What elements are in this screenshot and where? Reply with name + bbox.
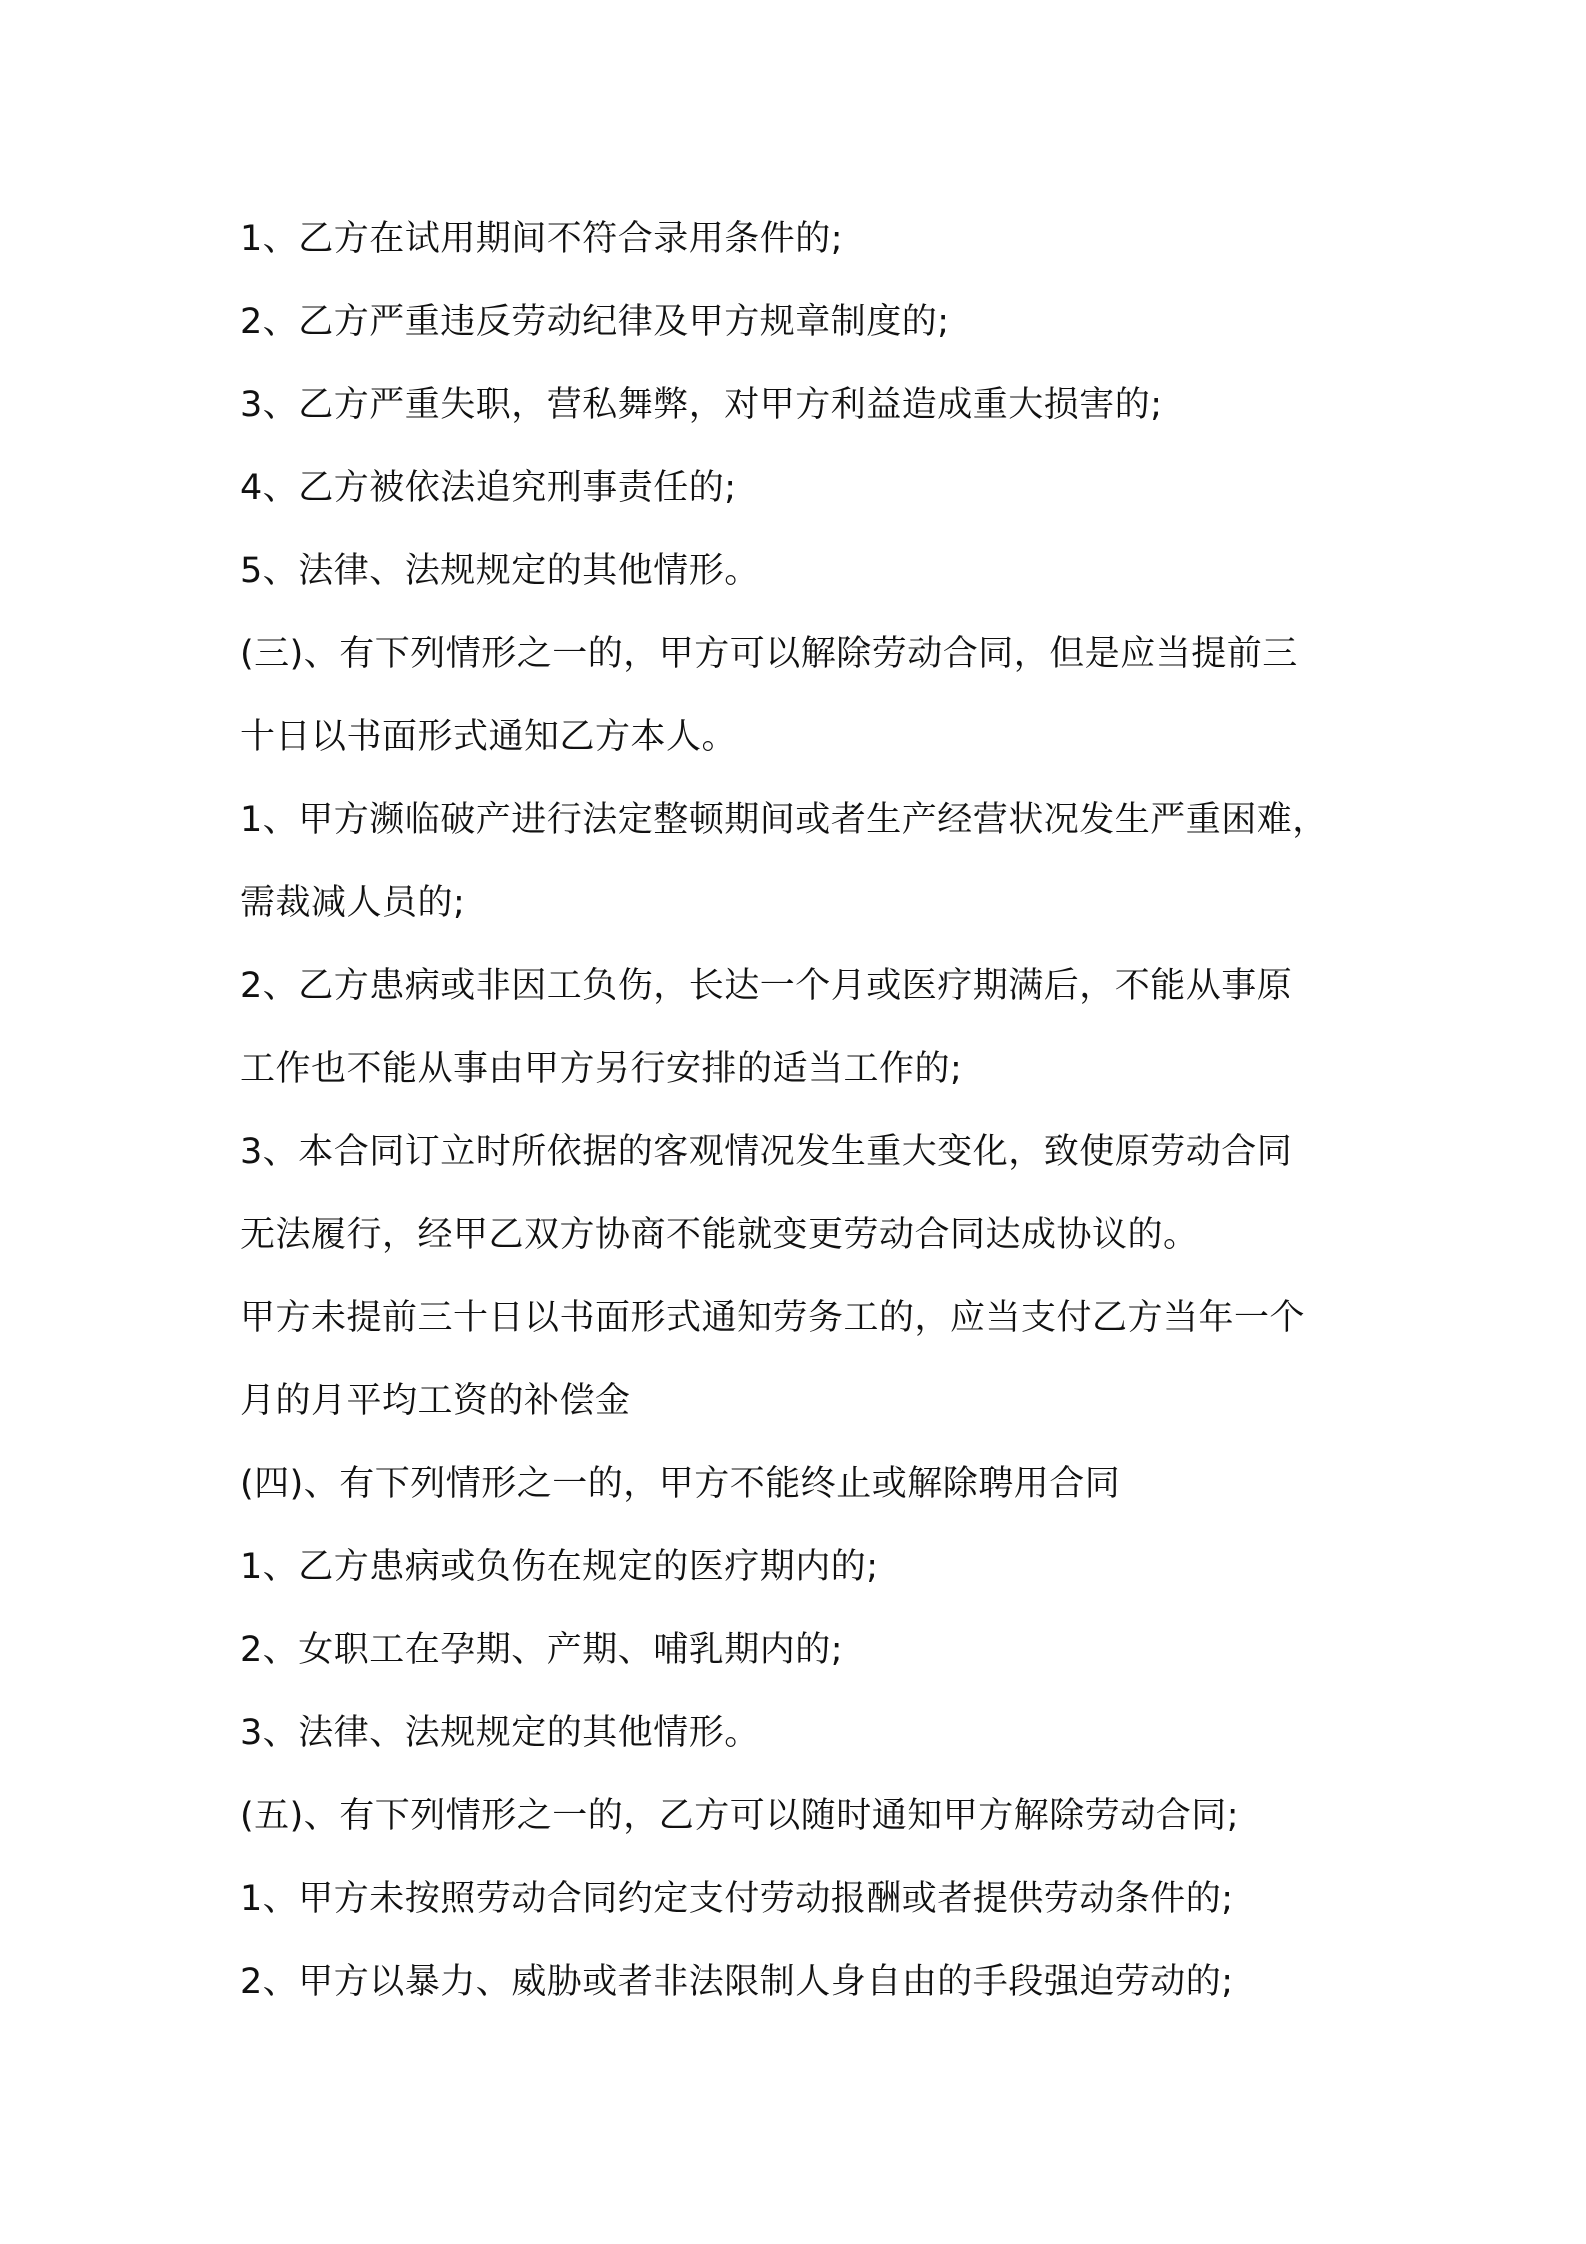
- section-heading-line: (四)、有下列情形之一的，甲方不能终止或解除聘用合同: [240, 1464, 1121, 1504]
- text-line: 3、法律、法规规定的其他情形。: [240, 1713, 760, 1753]
- section-heading-line: (三)、有下列情形之一的，甲方可以解除劳动合同，但是应当提前三: [240, 634, 1298, 674]
- text-line: 工作也不能从事由甲方另行安排的适当工作的;: [240, 1049, 963, 1089]
- text-line: 3、乙方严重失职，营私舞弊，对甲方利益造成重大损害的;: [240, 385, 1163, 425]
- text-line: 需裁减人员的;: [240, 883, 466, 923]
- text-line: 甲方未提前三十日以书面形式通知劳务工的，应当支付乙方当年一个: [240, 1298, 1306, 1338]
- text-line: 1、乙方在试用期间不符合录用条件的;: [240, 219, 844, 259]
- text-line: 1、甲方未按照劳动合同约定支付劳动报酬或者提供劳动条件的;: [240, 1879, 1234, 1919]
- text-line: 3、本合同订立时所依据的客观情况发生重大变化，致使原劳动合同: [240, 1132, 1293, 1172]
- text-line: 无法履行，经甲乙双方协商不能就变更劳动合同达成协议的。: [240, 1215, 1199, 1255]
- text-line: 1、甲方濒临破产进行法定整顿期间或者生产经营状况发生严重困难，: [240, 800, 1328, 840]
- text-line: 4、乙方被依法追究刑事责任的;: [240, 468, 737, 508]
- text-line: 2、甲方以暴力、威胁或者非法限制人身自由的手段强迫劳动的;: [240, 1962, 1234, 2002]
- document-body: [240, 198, 1360, 2024]
- text-line: 2、女职工在孕期、产期、哺乳期内的;: [240, 1630, 844, 1670]
- text-line: 5、法律、法规规定的其他情形。: [240, 551, 760, 591]
- section-heading-line: (五)、有下列情形之一的，乙方可以随时通知甲方解除劳动合同;: [240, 1796, 1240, 1836]
- text-line: 月的月平均工资的补偿金: [240, 1381, 631, 1421]
- text-line: 2、乙方患病或非因工负伤，长达一个月或医疗期满后，不能从事原: [240, 966, 1293, 1006]
- text-line: 1、乙方患病或负伤在规定的医疗期内的;: [240, 1547, 879, 1587]
- text-line: 2、乙方严重违反劳动纪律及甲方规章制度的;: [240, 302, 950, 342]
- text-line: 十日以书面形式通知乙方本人。: [240, 717, 738, 757]
